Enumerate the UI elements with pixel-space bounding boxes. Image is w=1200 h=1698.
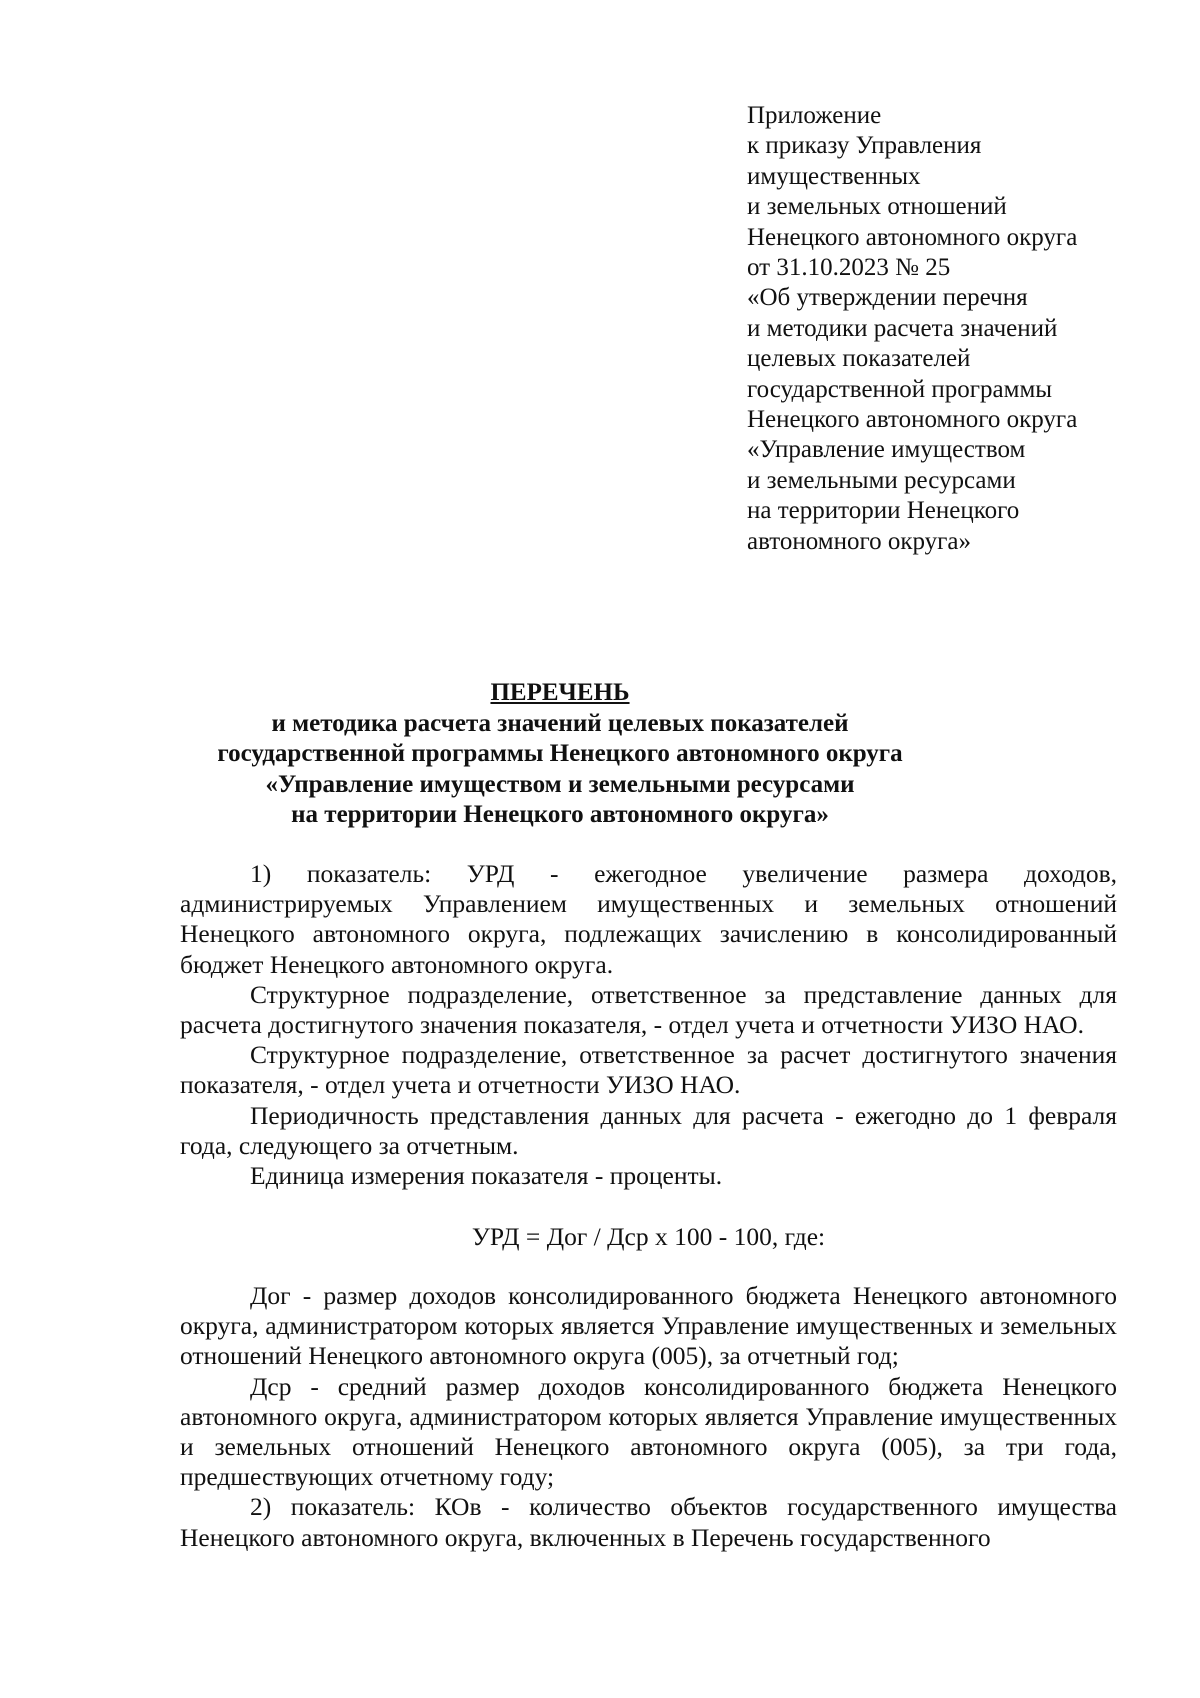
- paragraph: Дср - средний размер доходов консолидированного бюджета Ненецкого автономного округа, администратором которых является Управление имущественных и земельных отношений Ненецкого автономного округа (005), за три года, предшествующих отчетному году;: [180, 1371, 1117, 1492]
- paragraph: 1) показатель: УРД - ежегодное увеличение размера доходов, администрируемых Управлением имущественных и земельных отношений Ненецкого автономного округа, подлежащих зачислению в консолидированный бюджет Ненецкого автономного округа.: [180, 859, 1117, 979]
- annex-line: от 31.10.2023 № 25: [747, 254, 951, 282]
- annex-line: к приказу Управления: [747, 132, 982, 160]
- title-line: «Управление имуществом и земельными ресурсами: [265, 770, 855, 798]
- paragraph: Структурное подразделение, ответственное за представление данных для расчета достигнутого значения показателя, - отдел учета и отчетности УИЗО НАО.: [180, 979, 1117, 1040]
- annex-line: Ненецкого автономного округа: [747, 223, 1078, 251]
- paragraph: Единица измерения показателя - проценты.: [250, 1161, 723, 1191]
- paragraph: Дог - размер доходов консолидированного бюджета Ненецкого автономного округа, администратором которых является Управление имущественных и земельных отношений Ненецкого автономного округа (005), за отчетный год;: [180, 1281, 1117, 1371]
- annex-line: и земельными ресурсами: [747, 466, 1016, 494]
- formula: УРД = Дог / Дср х 100 - 100, где:: [471, 1222, 826, 1251]
- document-title: [150, 678, 970, 831]
- annex-block: [747, 101, 1167, 557]
- annex-line: государственной программы: [747, 375, 1053, 403]
- indicator-1-description: [180, 859, 1117, 1191]
- title-line: на территории Ненецкого автономного округа»: [291, 801, 829, 828]
- paragraph: Структурное подразделение, ответственное за расчет достигнутого значения показателя, - отдел учета и отчетности УИЗО НАО.: [180, 1040, 1117, 1100]
- annex-line: и земельных отношений: [747, 193, 1007, 221]
- annex-line: «Об утверждении перечня: [747, 284, 1028, 312]
- annex-line: имущественных: [747, 162, 921, 190]
- title-line: и методика расчета значений целевых показателей: [271, 709, 849, 737]
- title-line: государственной программы Ненецкого автономного округа: [217, 740, 903, 767]
- annex-line: «Управление имуществом: [747, 436, 1026, 464]
- annex-line: целевых показателей: [747, 345, 971, 373]
- annex-line: автономного округа»: [747, 527, 972, 555]
- paragraph: 2) показатель: КОв - количество объектов государственного имущества Ненецкого автономного округа, включенных в Перечень государственного: [180, 1492, 1117, 1552]
- formula-definitions: [180, 1281, 1117, 1553]
- annex-line: и методики расчета значений: [747, 314, 1058, 342]
- annex-line: Ненецкого автономного округа: [747, 406, 1078, 434]
- paragraph: Периодичность представления данных для расчета - ежегодно до 1 февраля года, следующего за отчетным.: [180, 1100, 1117, 1160]
- annex-line: Приложение: [747, 102, 882, 129]
- annex-line: на территории Ненецкого: [747, 497, 1020, 525]
- title-main: ПЕРЕЧЕНЬ: [490, 679, 630, 706]
